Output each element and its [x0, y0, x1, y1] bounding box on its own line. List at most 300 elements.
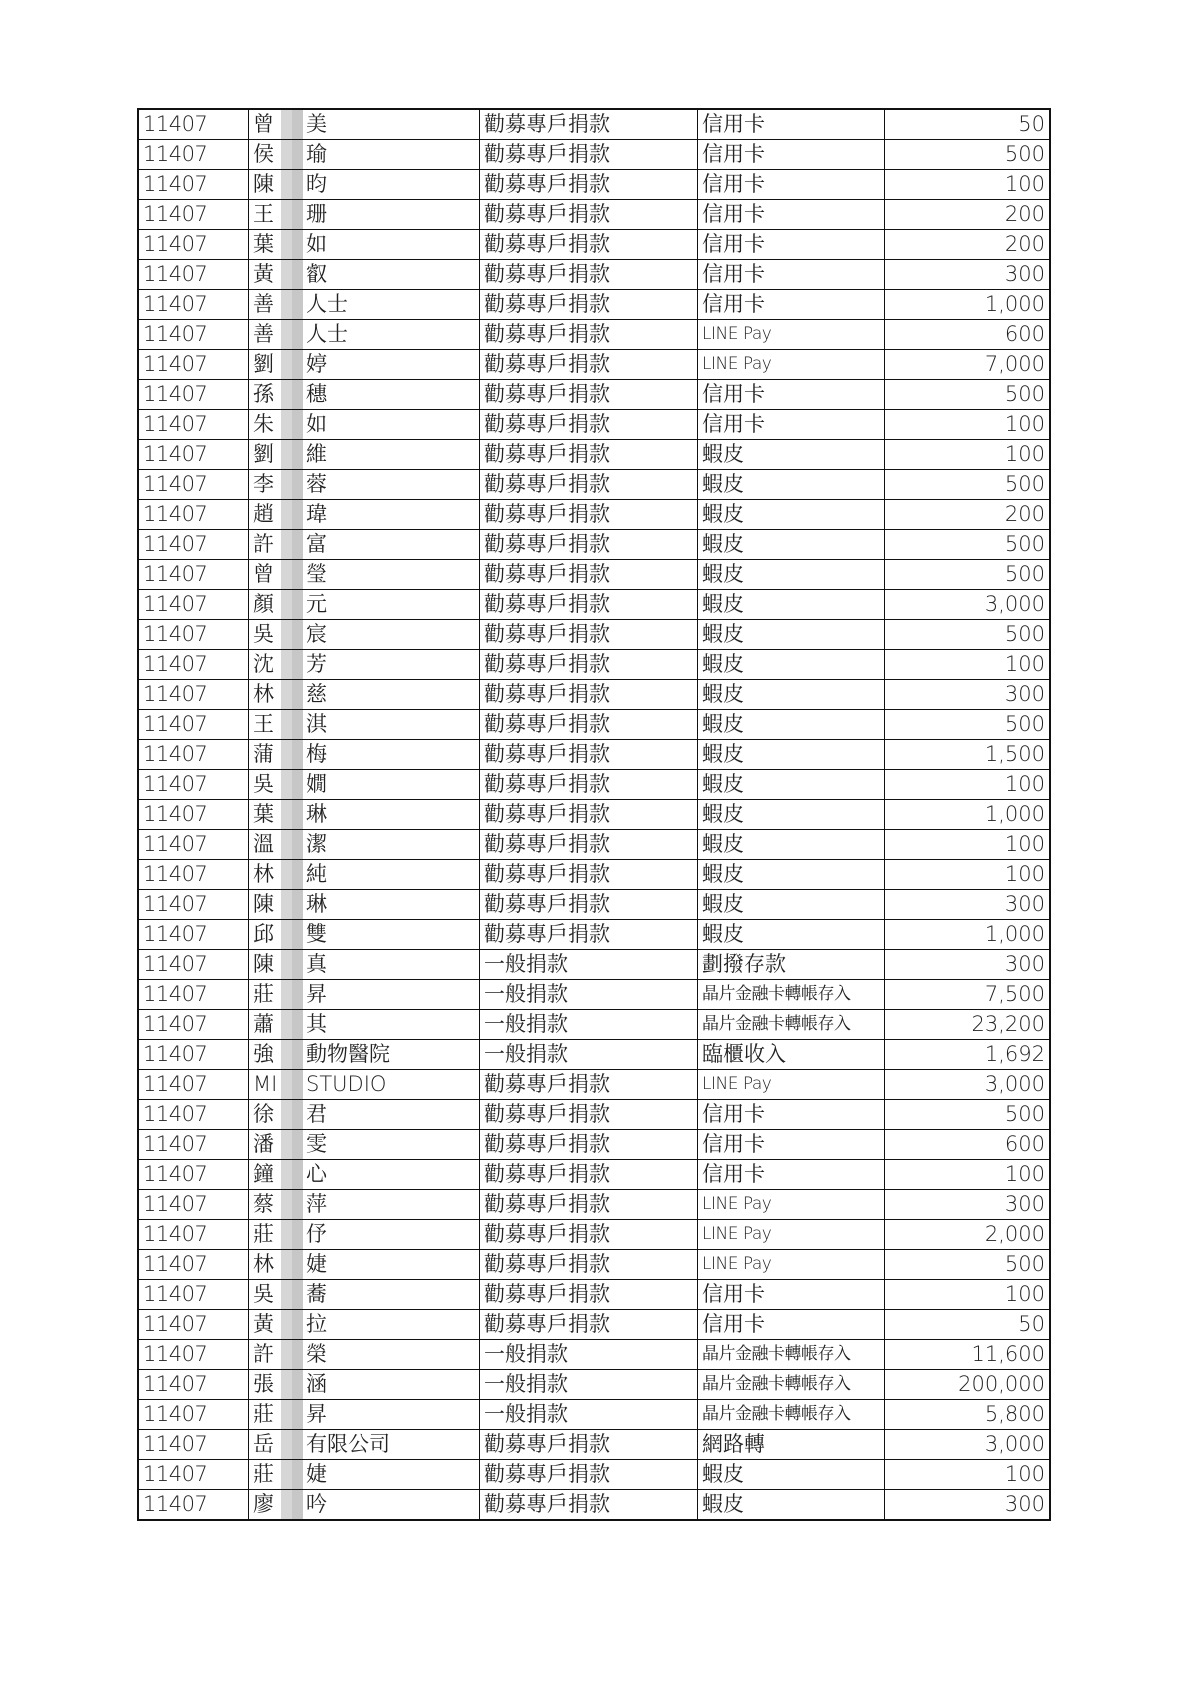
- donor-given-name: 拉: [306, 1312, 327, 1336]
- donor-surname: 陳: [253, 892, 274, 916]
- payment-method-cell: 信用卡: [698, 1100, 885, 1130]
- amount-cell: 500: [885, 380, 1051, 410]
- donation-type-cell: 勸募專戶捐款: [480, 1280, 698, 1310]
- redaction-mosaic: [281, 770, 303, 799]
- donor-given-name: 穗: [306, 382, 327, 406]
- donation-type-cell: 勸募專戶捐款: [480, 590, 698, 620]
- donor-surname: 善: [253, 292, 274, 316]
- redaction-mosaic: [281, 290, 303, 319]
- payment-method-cell: 蝦皮: [698, 710, 885, 740]
- redaction-mosaic: [281, 830, 303, 859]
- period-cell: 11407: [138, 1460, 249, 1490]
- donation-type-cell: 勸募專戶捐款: [480, 1460, 698, 1490]
- amount-cell: 500: [885, 530, 1051, 560]
- period-cell: 11407: [138, 590, 249, 620]
- period-cell: 11407: [138, 470, 249, 500]
- donor-surname: 許: [253, 1342, 274, 1366]
- amount-cell: 2,000: [885, 1220, 1051, 1250]
- period-cell: 11407: [138, 650, 249, 680]
- donor-cell: [249, 260, 480, 290]
- payment-method-cell: 蝦皮: [698, 920, 885, 950]
- donor-given-name: 有限公司: [306, 1432, 390, 1456]
- period-cell: 11407: [138, 440, 249, 470]
- redaction-mosaic: [281, 590, 303, 619]
- donor-surname: 林: [253, 1252, 274, 1276]
- donation-type-cell: 勸募專戶捐款: [480, 800, 698, 830]
- donor-surname: 徐: [253, 1102, 274, 1126]
- amount-cell: 500: [885, 1250, 1051, 1280]
- donor-surname: 張: [253, 1372, 274, 1396]
- amount-cell: 300: [885, 890, 1051, 920]
- period-cell: 11407: [138, 1340, 249, 1370]
- period-cell: 11407: [138, 770, 249, 800]
- period-cell: 11407: [138, 170, 249, 200]
- donor-cell: [249, 440, 480, 470]
- donor-cell: [249, 950, 480, 980]
- donor-surname: 孫: [253, 382, 274, 406]
- amount-cell: 100: [885, 170, 1051, 200]
- donor-cell: [249, 860, 480, 890]
- table-row: [138, 1430, 1050, 1460]
- table-row: [138, 200, 1050, 230]
- table-row: [138, 1370, 1050, 1400]
- table-row: [138, 260, 1050, 290]
- donation-type-cell: 勸募專戶捐款: [480, 680, 698, 710]
- payment-method-cell: 信用卡: [698, 410, 885, 440]
- table-row: [138, 830, 1050, 860]
- period-cell: 11407: [138, 710, 249, 740]
- redaction-mosaic: [281, 170, 303, 199]
- redaction-mosaic: [281, 1040, 303, 1069]
- redaction-mosaic: [281, 1310, 303, 1339]
- period-cell: 11407: [138, 1220, 249, 1250]
- table-row: [138, 1130, 1050, 1160]
- amount-cell: 500: [885, 470, 1051, 500]
- donor-surname: 許: [253, 532, 274, 556]
- redaction-mosaic: [281, 200, 303, 229]
- table-row: [138, 350, 1050, 380]
- donor-given-name: 人士: [306, 292, 348, 316]
- amount-cell: 100: [885, 860, 1051, 890]
- donor-surname: 強: [253, 1042, 274, 1066]
- donor-surname: 黃: [253, 1312, 274, 1336]
- payment-method-cell: 信用卡: [698, 170, 885, 200]
- table-row: [138, 950, 1050, 980]
- amount-cell: 500: [885, 620, 1051, 650]
- donor-surname: 莊: [253, 1222, 274, 1246]
- redaction-mosaic: [281, 470, 303, 499]
- donor-surname: 趙: [253, 502, 274, 526]
- payment-method-cell: 信用卡: [698, 200, 885, 230]
- donor-cell: [249, 140, 480, 170]
- donor-cell: [249, 980, 480, 1010]
- payment-method-cell: 網路轉: [698, 1430, 885, 1460]
- table-row: [138, 680, 1050, 710]
- redaction-mosaic: [281, 920, 303, 949]
- donor-cell: [249, 500, 480, 530]
- payment-method-cell: 蝦皮: [698, 1490, 885, 1521]
- period-cell: 11407: [138, 530, 249, 560]
- donation-type-cell: 勸募專戶捐款: [480, 560, 698, 590]
- amount-cell: 300: [885, 1490, 1051, 1521]
- donor-surname: 劉: [253, 352, 274, 376]
- donor-cell: [249, 380, 480, 410]
- payment-method-cell: 信用卡: [698, 109, 885, 140]
- redaction-mosaic: [281, 680, 303, 709]
- amount-cell: 200: [885, 230, 1051, 260]
- donor-cell: [249, 290, 480, 320]
- donor-surname: 岳: [253, 1432, 274, 1456]
- redaction-mosaic: [281, 1460, 303, 1489]
- period-cell: 11407: [138, 740, 249, 770]
- donor-surname: 葉: [253, 232, 274, 256]
- donation-type-cell: 勸募專戶捐款: [480, 1100, 698, 1130]
- table-row: [138, 1280, 1050, 1310]
- donor-given-name: 伃: [306, 1222, 327, 1246]
- redaction-mosaic: [281, 980, 303, 1009]
- donation-type-cell: 勸募專戶捐款: [480, 1160, 698, 1190]
- donor-cell: [249, 1130, 480, 1160]
- donation-type-cell: 一般捐款: [480, 980, 698, 1010]
- table-row: [138, 560, 1050, 590]
- donor-cell: [249, 320, 480, 350]
- donor-given-name: 富: [306, 532, 327, 556]
- payment-method-cell: 蝦皮: [698, 560, 885, 590]
- period-cell: 11407: [138, 1370, 249, 1400]
- payment-method-cell: 晶片金融卡轉帳存入: [698, 1340, 885, 1370]
- donor-given-name: 純: [306, 862, 327, 886]
- donation-type-cell: 勸募專戶捐款: [480, 350, 698, 380]
- table-row: [138, 1190, 1050, 1220]
- donor-given-name: 瑩: [306, 562, 327, 586]
- redaction-mosaic: [281, 1370, 303, 1399]
- period-cell: 11407: [138, 1400, 249, 1430]
- donor-given-name: 人士: [306, 322, 348, 346]
- amount-cell: 1,000: [885, 290, 1051, 320]
- donor-given-name: 榮: [306, 1342, 327, 1366]
- redaction-mosaic: [281, 740, 303, 769]
- donor-surname: 蒲: [253, 742, 274, 766]
- amount-cell: 3,000: [885, 1070, 1051, 1100]
- donation-type-cell: 勸募專戶捐款: [480, 890, 698, 920]
- donor-cell: [249, 1010, 480, 1040]
- donor-surname: 曾: [253, 562, 274, 586]
- table-row: [138, 530, 1050, 560]
- donation-type-cell: 勸募專戶捐款: [480, 650, 698, 680]
- amount-cell: 7,000: [885, 350, 1051, 380]
- donor-surname: 陳: [253, 952, 274, 976]
- donor-cell: [249, 1370, 480, 1400]
- donor-cell: [249, 560, 480, 590]
- donation-type-cell: 勸募專戶捐款: [480, 410, 698, 440]
- period-cell: 11407: [138, 1070, 249, 1100]
- donor-surname: 林: [253, 682, 274, 706]
- donor-surname: 莊: [253, 982, 274, 1006]
- donor-cell: [249, 1310, 480, 1340]
- redaction-mosaic: [281, 440, 303, 469]
- donation-type-cell: 勸募專戶捐款: [480, 230, 698, 260]
- table-row: [138, 440, 1050, 470]
- donation-type-cell: 勸募專戶捐款: [480, 260, 698, 290]
- donor-given-name: 宸: [306, 622, 327, 646]
- donor-cell: [249, 740, 480, 770]
- period-cell: 11407: [138, 920, 249, 950]
- table-row: [138, 109, 1050, 140]
- table-row: [138, 320, 1050, 350]
- donor-cell: [249, 530, 480, 560]
- period-cell: 11407: [138, 800, 249, 830]
- donor-given-name: 淇: [306, 712, 327, 736]
- donor-surname: 曾: [253, 112, 274, 136]
- payment-method-cell: LINE Pay: [698, 1190, 885, 1220]
- donation-type-cell: 一般捐款: [480, 1340, 698, 1370]
- redaction-mosaic: [281, 560, 303, 589]
- period-cell: 11407: [138, 620, 249, 650]
- table-row: [138, 1070, 1050, 1100]
- donor-cell: [249, 200, 480, 230]
- donation-type-cell: 勸募專戶捐款: [480, 1250, 698, 1280]
- redaction-mosaic: [281, 530, 303, 559]
- donation-type-cell: 一般捐款: [480, 1010, 698, 1040]
- period-cell: 11407: [138, 860, 249, 890]
- donor-given-name: 君: [306, 1102, 327, 1126]
- redaction-mosaic: [281, 350, 303, 379]
- payment-method-cell: 蝦皮: [698, 650, 885, 680]
- payment-method-cell: 晶片金融卡轉帳存入: [698, 1370, 885, 1400]
- donor-surname: 王: [253, 202, 274, 226]
- table-row: [138, 1460, 1050, 1490]
- amount-cell: 300: [885, 260, 1051, 290]
- donation-type-cell: 勸募專戶捐款: [480, 1220, 698, 1250]
- donor-given-name: 蕎: [306, 1282, 327, 1306]
- payment-method-cell: 信用卡: [698, 1160, 885, 1190]
- payment-method-cell: 蝦皮: [698, 890, 885, 920]
- table-row: [138, 890, 1050, 920]
- period-cell: 11407: [138, 560, 249, 590]
- period-cell: 11407: [138, 500, 249, 530]
- amount-cell: 100: [885, 1460, 1051, 1490]
- donor-surname: 陳: [253, 172, 274, 196]
- amount-cell: 600: [885, 1130, 1051, 1160]
- donor-cell: [249, 1070, 480, 1100]
- payment-method-cell: 蝦皮: [698, 470, 885, 500]
- redaction-mosaic: [281, 710, 303, 739]
- donor-given-name: 雙: [306, 922, 327, 946]
- redaction-mosaic: [281, 1160, 303, 1189]
- redaction-mosaic: [281, 380, 303, 409]
- donation-type-cell: 勸募專戶捐款: [480, 109, 698, 140]
- table-row: [138, 590, 1050, 620]
- donation-type-cell: 勸募專戶捐款: [480, 620, 698, 650]
- donor-given-name: 元: [306, 592, 327, 616]
- redaction-mosaic: [281, 320, 303, 349]
- period-cell: 11407: [138, 830, 249, 860]
- amount-cell: 50: [885, 109, 1051, 140]
- payment-method-cell: 蝦皮: [698, 590, 885, 620]
- donor-given-name: 婕: [306, 1462, 327, 1486]
- donor-cell: [249, 1220, 480, 1250]
- redaction-mosaic: [281, 230, 303, 259]
- donation-type-cell: 勸募專戶捐款: [480, 530, 698, 560]
- redaction-mosaic: [281, 950, 303, 979]
- donor-cell: [249, 770, 480, 800]
- amount-cell: 50: [885, 1310, 1051, 1340]
- donor-cell: [249, 1160, 480, 1190]
- period-cell: 11407: [138, 1190, 249, 1220]
- period-cell: 11407: [138, 350, 249, 380]
- donor-cell: [249, 1250, 480, 1280]
- table-row: [138, 410, 1050, 440]
- table-row: [138, 230, 1050, 260]
- donor-surname: 溫: [253, 832, 274, 856]
- payment-method-cell: LINE Pay: [698, 1220, 885, 1250]
- donor-surname: 潘: [253, 1132, 274, 1156]
- table-row: [138, 800, 1050, 830]
- donation-type-cell: 勸募專戶捐款: [480, 710, 698, 740]
- table-row: [138, 500, 1050, 530]
- donation-type-cell: 勸募專戶捐款: [480, 860, 698, 890]
- donation-type-cell: 一般捐款: [480, 950, 698, 980]
- payment-method-cell: 信用卡: [698, 1130, 885, 1160]
- donation-type-cell: 勸募專戶捐款: [480, 140, 698, 170]
- amount-cell: 5,800: [885, 1400, 1051, 1430]
- donor-cell: [249, 470, 480, 500]
- period-cell: 11407: [138, 1040, 249, 1070]
- amount-cell: 500: [885, 140, 1051, 170]
- amount-cell: 300: [885, 950, 1051, 980]
- donation-type-cell: 勸募專戶捐款: [480, 470, 698, 500]
- table-row: [138, 920, 1050, 950]
- donor-given-name: 真: [306, 952, 327, 976]
- table-row: [138, 1160, 1050, 1190]
- payment-method-cell: 晶片金融卡轉帳存入: [698, 1400, 885, 1430]
- amount-cell: 11,600: [885, 1340, 1051, 1370]
- donor-cell: [249, 1040, 480, 1070]
- redaction-mosaic: [281, 800, 303, 829]
- table-row: [138, 1400, 1050, 1430]
- donor-surname: 李: [253, 472, 274, 496]
- donor-given-name: 蓉: [306, 472, 327, 496]
- redaction-mosaic: [281, 1220, 303, 1249]
- donation-type-cell: 一般捐款: [480, 1370, 698, 1400]
- amount-cell: 3,000: [885, 590, 1051, 620]
- period-cell: 11407: [138, 230, 249, 260]
- payment-method-cell: 蝦皮: [698, 1460, 885, 1490]
- payment-method-cell: 信用卡: [698, 1280, 885, 1310]
- period-cell: 11407: [138, 380, 249, 410]
- donor-cell: [249, 170, 480, 200]
- donation-type-cell: 勸募專戶捐款: [480, 1190, 698, 1220]
- payment-method-cell: 蝦皮: [698, 440, 885, 470]
- donor-surname: 鐘: [253, 1162, 274, 1186]
- table-row: [138, 770, 1050, 800]
- period-cell: 11407: [138, 980, 249, 1010]
- donor-cell: [249, 890, 480, 920]
- payment-method-cell: 蝦皮: [698, 680, 885, 710]
- amount-cell: 200: [885, 200, 1051, 230]
- donor-given-name: 叡: [306, 262, 327, 286]
- period-cell: 11407: [138, 1310, 249, 1340]
- donor-surname: 劉: [253, 442, 274, 466]
- amount-cell: 23,200: [885, 1010, 1051, 1040]
- donor-cell: [249, 410, 480, 440]
- period-cell: 11407: [138, 290, 249, 320]
- table-row: [138, 980, 1050, 1010]
- table-row: [138, 1040, 1050, 1070]
- donation-type-cell: 勸募專戶捐款: [480, 1310, 698, 1340]
- donor-given-name: 昇: [306, 982, 327, 1006]
- donor-given-name: 如: [306, 232, 327, 256]
- amount-cell: 100: [885, 830, 1051, 860]
- table-row: [138, 1340, 1050, 1370]
- donor-cell: [249, 1190, 480, 1220]
- payment-method-cell: 蝦皮: [698, 770, 885, 800]
- donor-cell: [249, 800, 480, 830]
- donor-surname: 朱: [253, 412, 274, 436]
- payment-method-cell: 晶片金融卡轉帳存入: [698, 1010, 885, 1040]
- donor-surname: 廖: [253, 1492, 274, 1516]
- donor-surname: 沈: [253, 652, 274, 676]
- amount-cell: 100: [885, 770, 1051, 800]
- period-cell: 11407: [138, 1280, 249, 1310]
- payment-method-cell: 蝦皮: [698, 860, 885, 890]
- redaction-mosaic: [281, 260, 303, 289]
- donor-given-name: 潔: [306, 832, 327, 856]
- donation-type-cell: 勸募專戶捐款: [480, 1130, 698, 1160]
- amount-cell: 1,000: [885, 920, 1051, 950]
- period-cell: 11407: [138, 320, 249, 350]
- donor-cell: [249, 1490, 480, 1521]
- payment-method-cell: 蝦皮: [698, 740, 885, 770]
- payment-method-cell: 信用卡: [698, 260, 885, 290]
- table-row: [138, 1310, 1050, 1340]
- payment-method-cell: LINE Pay: [698, 1250, 885, 1280]
- donor-given-name: 昀: [306, 172, 327, 196]
- payment-method-cell: 晶片金融卡轉帳存入: [698, 980, 885, 1010]
- payment-method-cell: 劃撥存款: [698, 950, 885, 980]
- period-cell: 11407: [138, 410, 249, 440]
- donor-given-name: 珊: [306, 202, 327, 226]
- payment-method-cell: 蝦皮: [698, 500, 885, 530]
- donor-given-name: 如: [306, 412, 327, 436]
- donor-given-name: 芳: [306, 652, 327, 676]
- period-cell: 11407: [138, 890, 249, 920]
- amount-cell: 1,000: [885, 800, 1051, 830]
- donor-given-name: STUDIO: [306, 1072, 387, 1096]
- donation-type-cell: 勸募專戶捐款: [480, 1490, 698, 1521]
- donor-given-name: 其: [306, 1012, 327, 1036]
- donor-given-name: 婷: [306, 352, 327, 376]
- donor-given-name: 雯: [306, 1132, 327, 1156]
- period-cell: 11407: [138, 1130, 249, 1160]
- donor-given-name: 維: [306, 442, 327, 466]
- redaction-mosaic: [281, 1010, 303, 1039]
- donation-table: [137, 108, 1051, 1521]
- table-row: [138, 650, 1050, 680]
- period-cell: 11407: [138, 950, 249, 980]
- table-row: [138, 860, 1050, 890]
- table-row: [138, 380, 1050, 410]
- amount-cell: 3,000: [885, 1430, 1051, 1460]
- table-row: [138, 620, 1050, 650]
- payment-method-cell: 信用卡: [698, 380, 885, 410]
- amount-cell: 200: [885, 500, 1051, 530]
- donor-given-name: 動物醫院: [306, 1042, 390, 1066]
- payment-method-cell: LINE Pay: [698, 320, 885, 350]
- redaction-mosaic: [281, 1100, 303, 1129]
- donor-given-name: 梅: [306, 742, 327, 766]
- redaction-mosaic: [281, 620, 303, 649]
